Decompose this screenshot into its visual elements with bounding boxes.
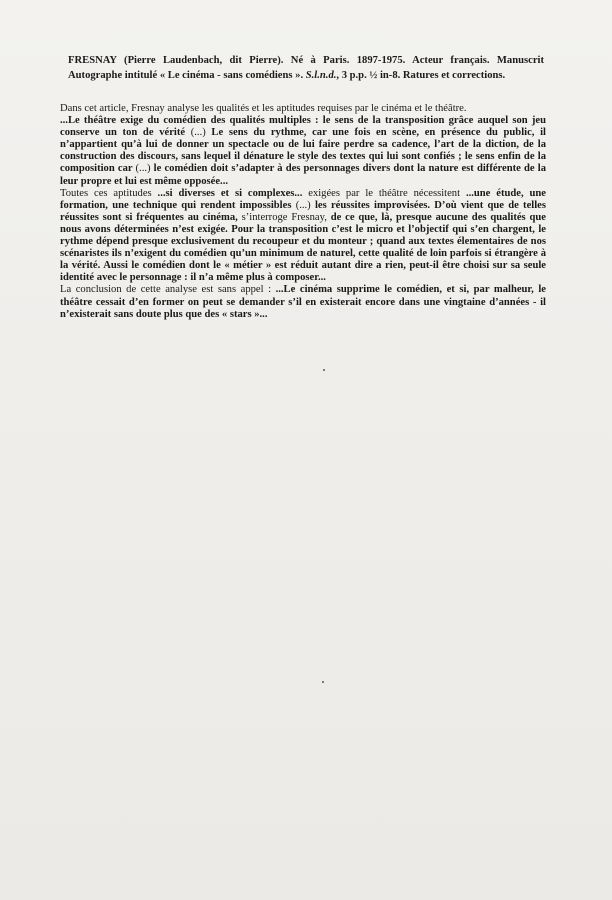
quote1-ellipsis-2: (...)	[135, 163, 151, 175]
aptitudes-paragraph	[60, 188, 546, 285]
para2-a: Toutes ces aptitudes	[60, 187, 158, 199]
quote-paragraph	[60, 115, 546, 188]
paper-speck	[323, 369, 325, 371]
quote1-b: Le sens du rythme, car une fois en scène, en présence du public, il n’appartient qu’à lui de donner un spectacle ou de lui faire perdre sa cadence, l’art de la diction, de la construction des discours, sans lequel il dénature le style des textes qui lui sont confiés ; le sens enfin de la composition car	[60, 127, 546, 175]
intro-paragraph: Dans cet article, Fresnay analyse les qualités et les aptitudes requises par le cinéma et le théâtre.	[60, 103, 467, 114]
paper-speck	[322, 681, 324, 683]
para2-e: les réussites improvisées. D’où vient que de telles réussites sont si fréquentes au cinéma,	[60, 199, 546, 223]
heading-description: (Pierre Laudenbach, dit Pierre). Né à Paris. 1897-1975. Acteur français. Manuscrit Autographe intitulé « Le cinéma - sans comédiens ».	[68, 55, 544, 81]
para3-b: ...Le cinéma supprime le comédien, et si, par malheur, le théâtre cessait d’en former on peut se demander s’il en existerait encore dans une vingtaine d’années - il n’existerait sans doute plus que des « stars »...	[60, 284, 546, 320]
heading-tail: , 3 p.p. ½ in-8. Ratures et corrections.	[336, 70, 506, 81]
author-name: FRESNAY	[68, 55, 117, 66]
para2-ellipsis: (...)	[295, 199, 311, 211]
para2-c: exigées par le théâtre nécessitent	[302, 187, 466, 199]
para2-f: s’interroge Fresnay,	[237, 211, 331, 223]
para3-a: La conclusion de cette analyse est sans appel :	[60, 284, 276, 296]
quote1-ellipsis-1: (...)	[190, 127, 206, 139]
para2-d: ...une étude, une formation, une technique qui rendent impossibles	[60, 187, 547, 211]
lot-heading	[68, 53, 544, 83]
conclusion-paragraph	[60, 284, 546, 320]
para2-b: ...si diverses et si complexes...	[157, 187, 303, 199]
quote1-c: le comédien doit s’adapter à des personnages divers dont la nature est différente de la leur propre et lui est même opposée...	[60, 163, 546, 187]
quote1-a: ...Le théâtre exige du comédien des qualités multiples : le sens de la transposition grâce auquel son jeu conserve un ton de vérité	[60, 115, 546, 139]
article-body	[60, 103, 546, 321]
para2-g: de ce que, là, presque aucune des qualités que nous avons déterminées n’est exigée. Pour la transposition c’est le micro et l’objectif qui s’en chargent, le rythme dépend presque exclusivement du recoupeur et du monteur ; quand aux textes élementaires de nos scénaristes ils n’exigent du comédien qu’un minimum de naturel, cette qualité de loin parfois si étrangère à la vérité. Aussi le comédien dont le « métier » est réduit autant dire a rien, peut-il être choisi sur sa seule identité avec le personnage : il n’a même plus à composer...	[60, 211, 546, 284]
heading-sld: S.l.n.d.	[305, 70, 337, 81]
